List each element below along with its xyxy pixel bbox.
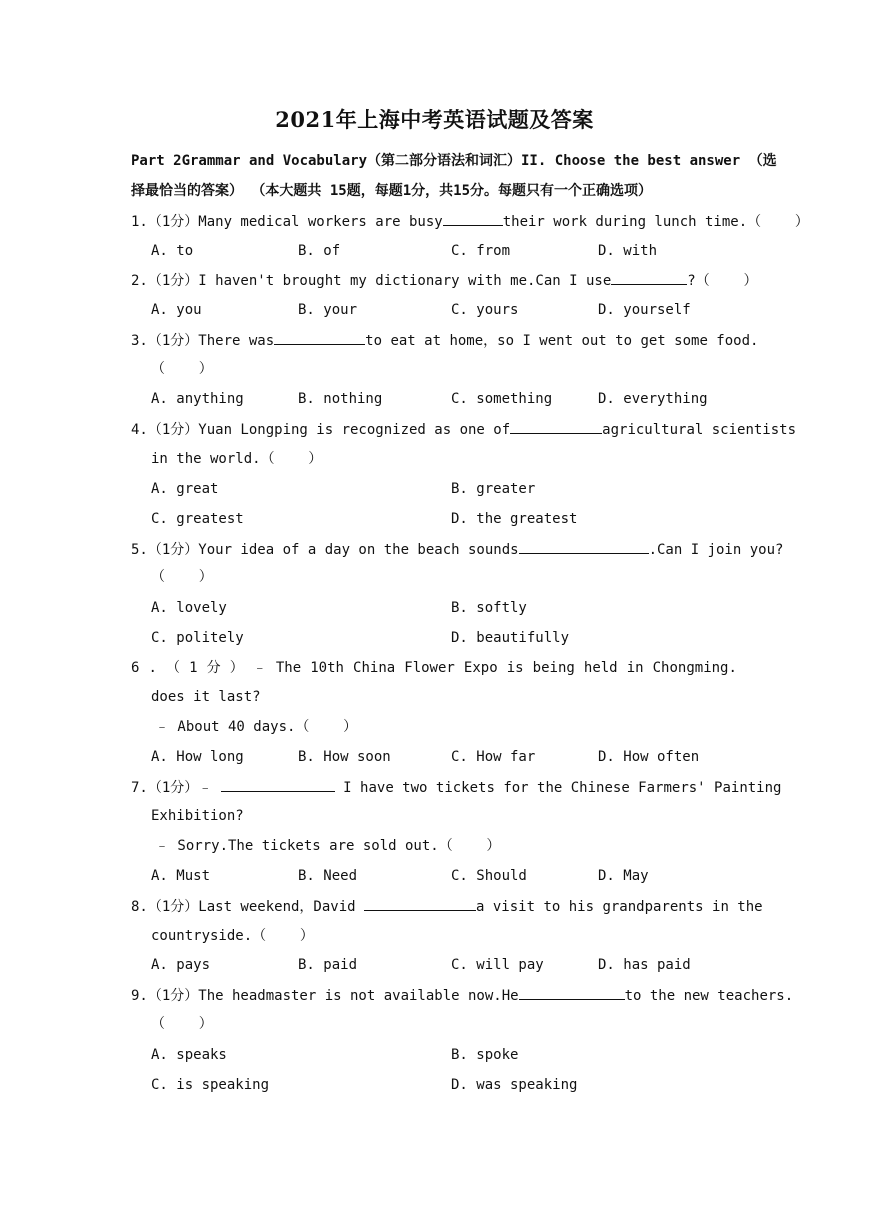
answer-blank [364, 896, 476, 911]
option: B. softly [451, 600, 527, 616]
answer-blank [274, 330, 365, 345]
option: C. How far [451, 749, 536, 765]
option: C. will pay [451, 957, 544, 973]
option: A. How long [151, 749, 244, 765]
option: A. to [151, 243, 194, 259]
question-6-reply: ﹣ About 40 days.（ ） [155, 719, 358, 735]
option: C. Should [451, 868, 527, 884]
option: B. Need [298, 868, 358, 884]
question-9-cont: （ ） [151, 1016, 213, 1032]
option: D. with [598, 243, 658, 259]
question-4: 4.（1分）Yuan Longping is recognized as one of agricultural scientists [131, 419, 796, 440]
option: D. everything [598, 391, 708, 407]
option: B. greater [451, 481, 536, 497]
question-6-cont: does it last? [151, 689, 261, 705]
question-7: 7.（1分）﹣ I have two tickets for the Chinese Farmers' Painting [131, 777, 781, 798]
option: A. Must [151, 868, 211, 884]
option: A. you [151, 302, 202, 318]
option: A. great [151, 481, 219, 497]
answer-blank [611, 270, 687, 285]
answer-blank [510, 419, 602, 434]
question-2: 2.（1分）I haven't brought my dictionary with me.Can I use ?（ ） [131, 270, 757, 291]
option: C. from [451, 243, 511, 259]
question-8: 8.（1分）Last weekend，David a visit to his grandparents in the [131, 896, 763, 917]
option: C. yours [451, 302, 519, 318]
answer-blank [443, 211, 503, 226]
question-3-cont: （ ） [151, 361, 213, 377]
question-4-cont: in the world.（ ） [151, 451, 323, 467]
question-3: 3.（1分）There was to eat at home，so I went out to get some food. [131, 330, 758, 351]
option: D. was speaking [451, 1077, 578, 1093]
option: B. of [298, 243, 341, 259]
option: A. speaks [151, 1047, 227, 1063]
option: C. politely [151, 630, 244, 646]
option: D. yourself [598, 302, 691, 318]
option: D. has paid [598, 957, 691, 973]
option: C. is speaking [151, 1077, 270, 1093]
question-8-cont: countryside.（ ） [151, 928, 314, 944]
option: D. the greatest [451, 511, 578, 527]
option: C. something [451, 391, 553, 407]
question-7-reply: ﹣ Sorry.The tickets are sold out.（ ） [155, 838, 501, 854]
question-5: 5.（1分）Your idea of a day on the beach sounds .Can I join you? [131, 539, 783, 560]
option: B. spoke [451, 1047, 519, 1063]
option: B. paid [298, 957, 358, 973]
option: A. pays [151, 957, 211, 973]
answer-blank [519, 539, 649, 554]
option: B. your [298, 302, 358, 318]
option: B. nothing [298, 391, 383, 407]
question-7-cont: Exhibition? [151, 808, 244, 824]
answer-blank [519, 985, 625, 1000]
section-header-line2: 择最恰当的答案） （本大题共 15题，每题1分，共15分。每题只有一个正确选项） [131, 183, 652, 199]
option: C. greatest [151, 511, 244, 527]
option: A. lovely [151, 600, 227, 616]
option: D. How often [598, 749, 700, 765]
option: D. beautifully [451, 630, 570, 646]
question-1: 1.（1分）Many medical workers are busy their work during lunch time.（ ） [131, 211, 809, 232]
question-9: 9.（1分）The headmaster is not available now.He to the new teachers. [131, 985, 793, 1006]
page-title: 2021年上海中考英语试题及答案 [275, 107, 594, 132]
option: A. anything [151, 391, 244, 407]
answer-blank [221, 777, 335, 792]
option: B. How soon [298, 749, 391, 765]
section-header-line1: Part 2Grammar and Vocabulary（第二部分语法和词汇）II. Choose the best answer （选 [131, 153, 777, 169]
option: D. May [598, 868, 649, 884]
question-5-cont: （ ） [151, 569, 213, 585]
question-6: 6 . （ 1 分 ） ﹣ The 10th China Flower Expo is being held in Chongming. [131, 660, 737, 676]
